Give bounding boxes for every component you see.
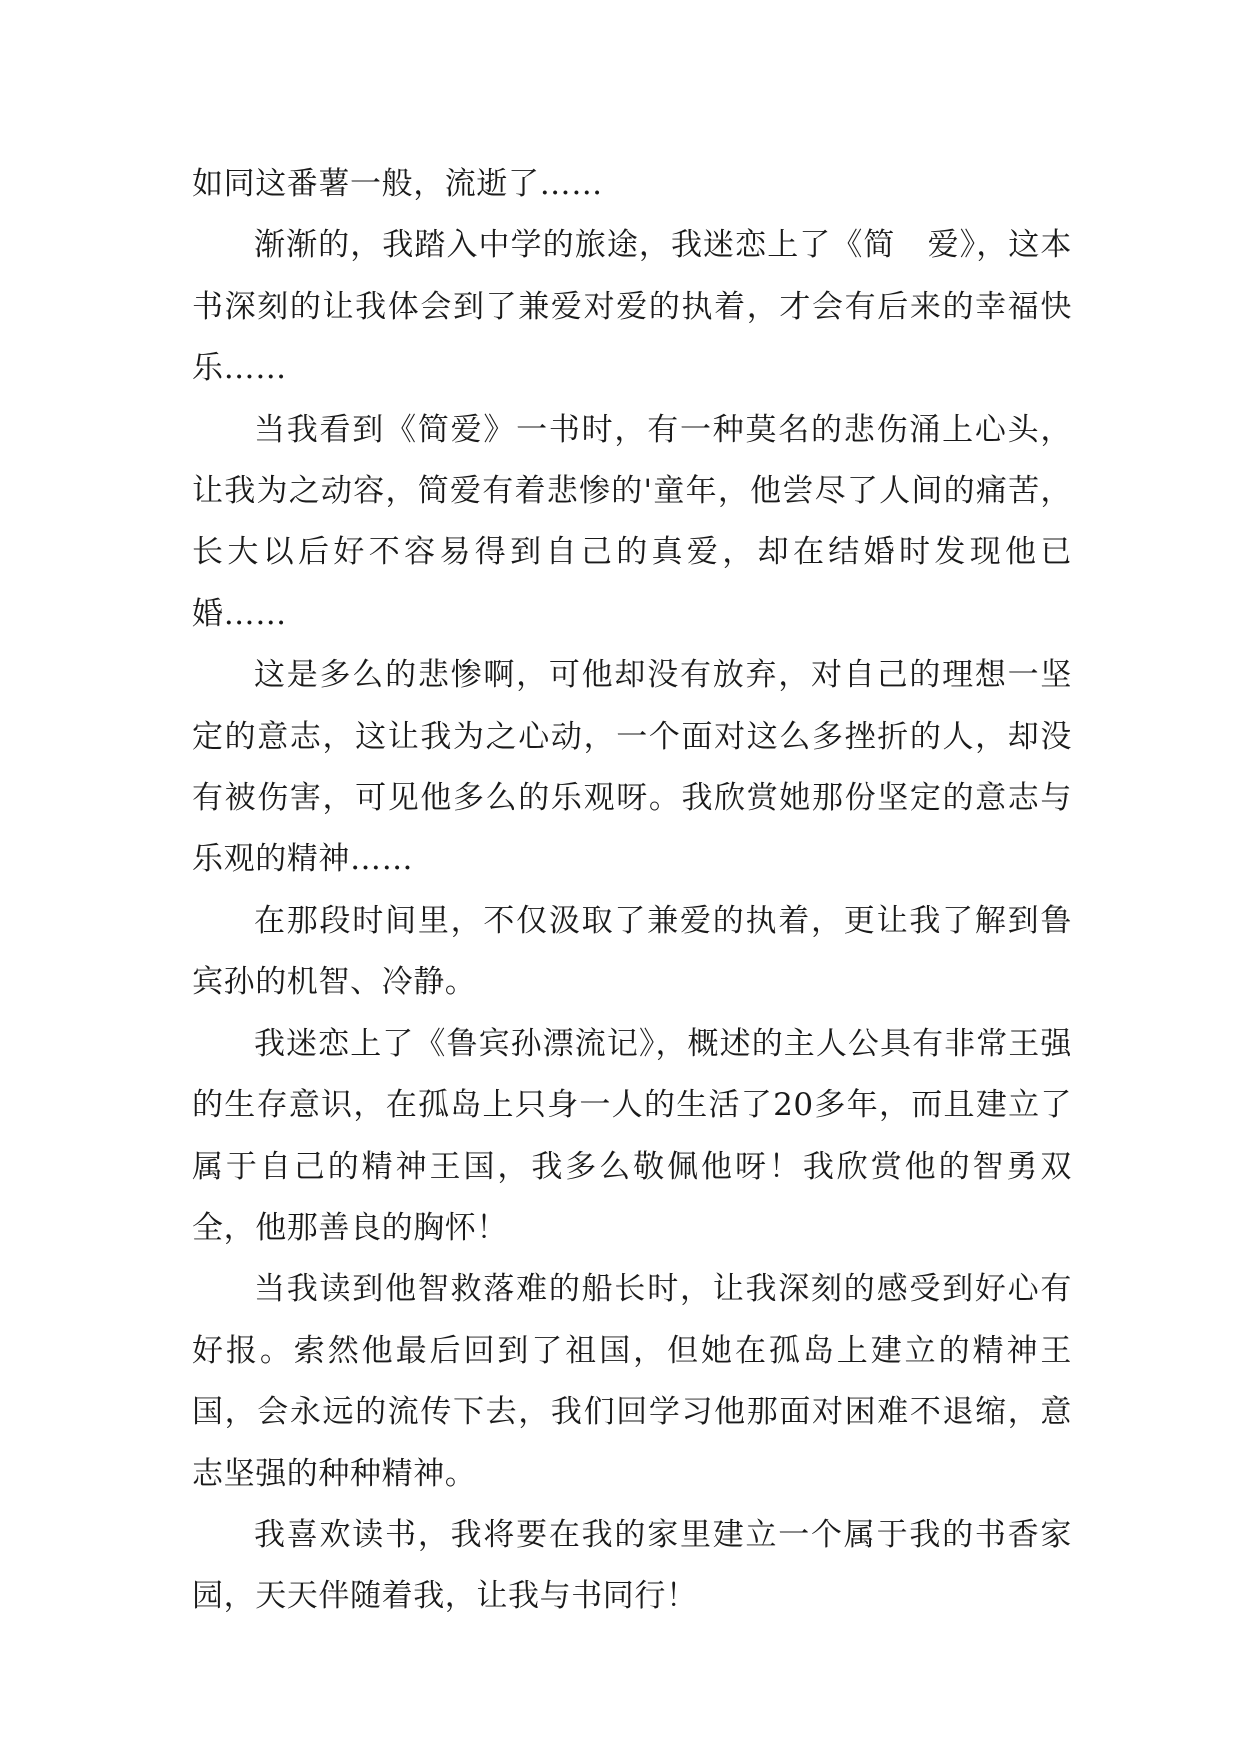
paragraph-8: 我喜欢读书，我将要在我的家里建立一个属于我的书香家园，天天伴随着我，让我与书同行！ xyxy=(192,1516,1072,1615)
paragraph-1: 如同这番薯一般，流逝了…… xyxy=(192,166,603,202)
paragraph-5: 在那段时间里，不仅汲取了兼爱的执着，更让我了解到鲁宾孙的机智、冷静。 xyxy=(192,902,1072,1001)
paragraph-6: 我迷恋上了《鲁宾孙漂流记》，概述的主人公具有非常王强的生存意识，在孤岛上只身一人的生活了20多年，而且建立了属于自己的精神王国，我多么敬佩他呀！我欣赏他的智勇双全，他那善良的胸怀！ xyxy=(192,1025,1072,1246)
paragraph-2: 渐渐的，我踏入中学的旅途，我迷恋上了《简 爱》，这本书深刻的让我体会到了兼爱对爱的执着，才会有后来的幸福快乐…… xyxy=(192,227,1072,387)
paragraph-3: 当我看到《简爱》一书时，有一种莫名的悲伤涌上心头，让我为之动容，简爱有着悲惨的'童年，他尝尽了人间的痛苦，长大以后好不容易得到自己的真爱，却在结婚时发现他已婚…… xyxy=(192,411,1072,632)
paragraph-7: 当我读到他智救落难的船长时，让我深刻的感受到好心有好报。索然他最后回到了祖国，但她在孤岛上建立的精神王国，会永远的流传下去，我们回学习他那面对困难不退缩，意志坚强的种种精神。 xyxy=(192,1271,1072,1492)
paragraph-4: 这是多么的悲惨啊，可他却没有放弃，对自己的理想一坚定的意志，这让我为之心动，一个面对这么多挫折的人，却没有被伤害，可见他多么的乐观呀。我欣赏她那份坚定的意志与乐观的精神…… xyxy=(192,657,1072,878)
document-body xyxy=(192,154,1072,1628)
